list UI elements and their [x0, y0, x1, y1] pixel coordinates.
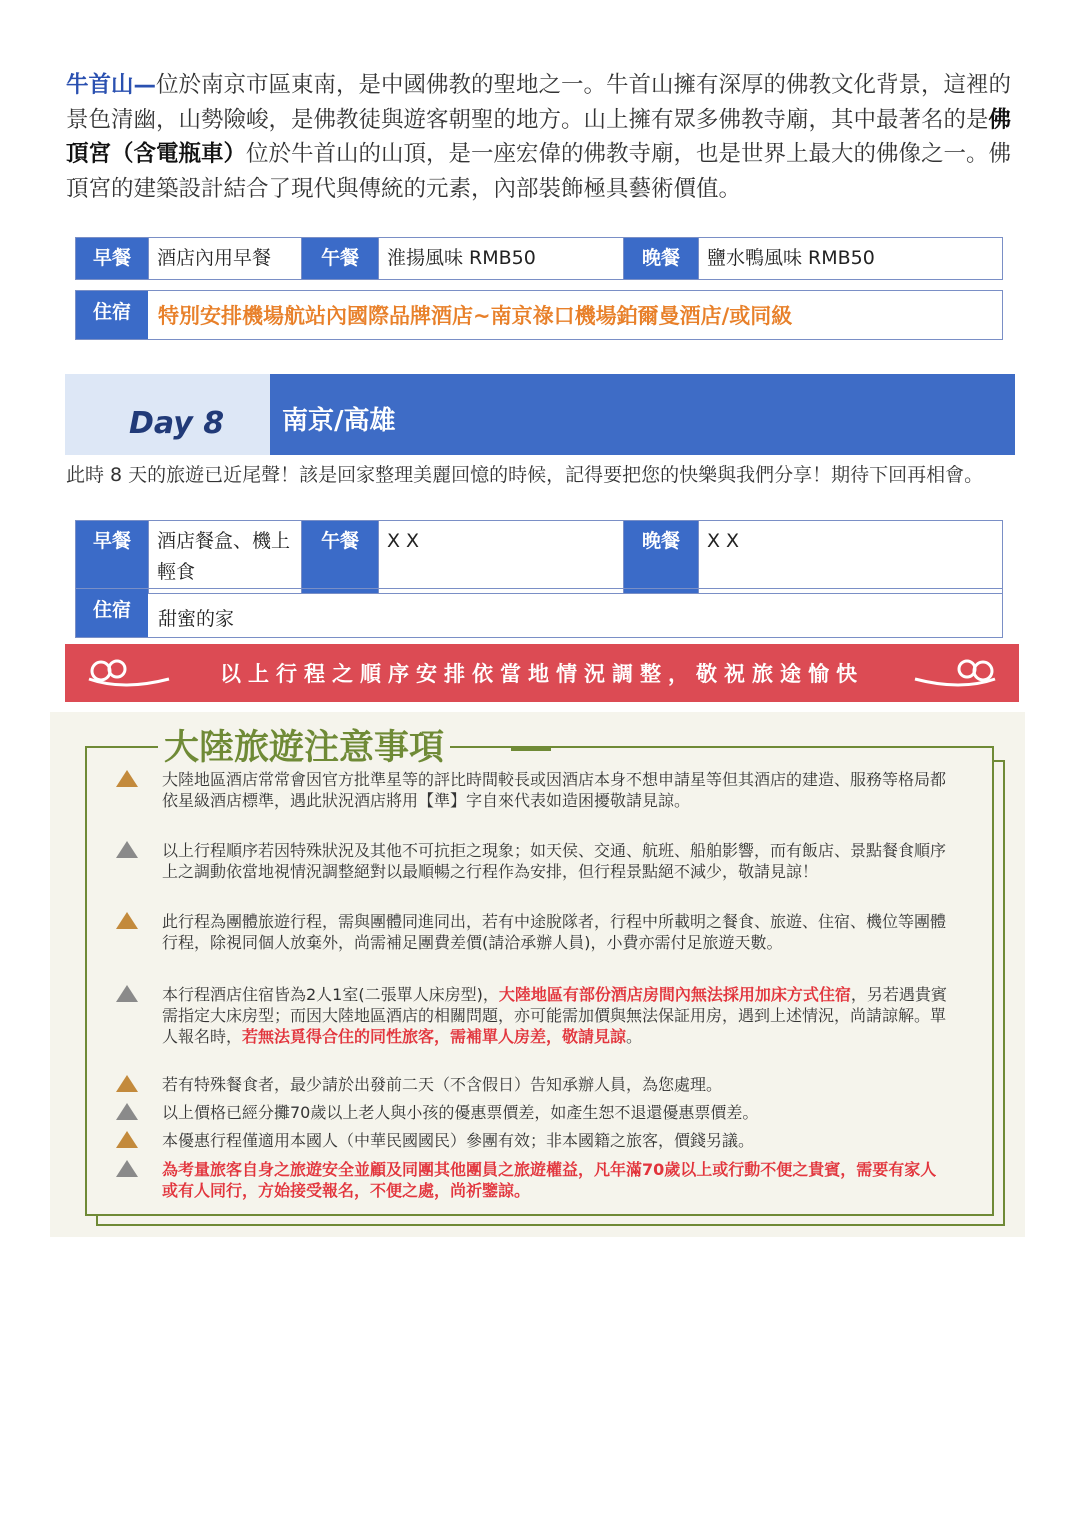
triangle-icon — [116, 985, 138, 1002]
note-1 — [120, 769, 950, 811]
travel-notes-panel — [50, 712, 1025, 1237]
intro-text-1: 位於南京市區東南，是中國佛教的聖地之一。牛首山擁有深厚的佛教文化背景，這裡的景色清幽，山勢險峻，是佛教徒與遊客朝聖的地方。山上擁有眾多佛教寺廟，其中最著名的是 — [66, 72, 1012, 133]
note-5 — [120, 1074, 950, 1095]
note-7-text: 本優惠行程僅適用本國人（中華民國國民）參團有效；非本國籍之旅客，價錢另議。 — [162, 1131, 755, 1150]
itinerary-banner — [65, 644, 1019, 702]
triangle-icon — [116, 1131, 138, 1148]
day8-stay-row — [75, 588, 1003, 638]
dinner-value: 鹽水鴨風味 RMB50 — [699, 238, 1003, 280]
note-8-text: 為考量旅客自身之旅遊安全並顧及同團其他團員之旅遊權益，凡年滿70歲以上或行動不便之貴賓，需要有家人或有人同行，方始接受報名，不便之處，尚祈鑒諒。 — [162, 1160, 937, 1200]
note-8 — [120, 1159, 950, 1201]
lunch-label: 午餐 — [302, 521, 379, 594]
notes-title: 大陸旅遊注意事項 — [158, 720, 450, 770]
cloud-right-icon — [911, 657, 1001, 689]
dinner-label: 晚餐 — [624, 521, 699, 594]
stay-value: 甜蜜的家 — [158, 607, 235, 630]
note-4-part-c: ，另若遇貴賓需指定大床房型；而因大陸地區酒店的相關問題，亦可能需加價與無法保証用房，遇到上述情況，尚請諒解。單人報名時， — [162, 985, 947, 1046]
day8-text: 此時 8 天的旅遊已近尾聲！該是回家整理美麗回憶的時候，記得要把您的快樂與我們分享！期待下回再相會。 — [66, 464, 984, 486]
triangle-icon — [116, 841, 138, 858]
note-2 — [120, 840, 950, 882]
note-1-text: 大陸地區酒店常常會因官方批準星等的評比時間較長或因酒店本身不想申請星等但其酒店的建造、服務等格局都依星級酒店標準，遇此狀況酒店將用【準】字自來代表如造困擾敬請見諒。 — [162, 770, 947, 810]
triangle-icon — [116, 1075, 138, 1092]
triangle-icon — [116, 912, 138, 929]
lunch-label: 午餐 — [302, 238, 379, 280]
note-6 — [120, 1102, 950, 1123]
intro-bold: 佛頂宮（含電瓶車） — [66, 106, 1012, 167]
title-underline — [511, 746, 551, 751]
day-label-box — [65, 374, 270, 455]
stay-label: 住宿 — [76, 589, 148, 637]
note-5-text: 若有特殊餐食者，最少請於出發前二天（不含假日）告知承辦人員，為您處理。 — [162, 1075, 723, 1094]
breakfast-label: 早餐 — [76, 238, 149, 280]
note-4-text — [162, 984, 950, 1047]
intro-paragraph — [66, 68, 1016, 206]
day-label: Day 8 — [129, 406, 225, 441]
breakfast-value: 酒店內用早餐 — [149, 238, 302, 280]
cloud-left-icon — [83, 657, 173, 689]
note-3 — [120, 911, 950, 953]
triangle-icon — [116, 770, 138, 787]
dinner-value: X X — [699, 521, 1003, 594]
stay-value: 特別安排機場航站內國際品牌酒店~南京祿口機場鉑爾曼酒店/或同級 — [158, 304, 793, 328]
note-6-text: 以上價格已經分攤70歲以上老人與小孩的優惠票價差，如產生恕不退還優惠票價差。 — [162, 1103, 759, 1122]
breakfast-label: 早餐 — [76, 521, 149, 594]
dinner-label: 晚餐 — [624, 238, 699, 280]
breakfast-value: 酒店餐盒、機上輕食 — [149, 521, 302, 594]
lunch-value: X X — [379, 521, 624, 594]
triangle-icon — [116, 1160, 138, 1177]
lunch-value: 淮揚風味 RMB50 — [379, 238, 624, 280]
attraction-name: 牛首山— — [66, 72, 157, 98]
note-4-warning-a: 大陸地區有部份酒店房間內無法採用加床方式住宿 — [498, 985, 851, 1004]
note-2-text: 以上行程順序若因特殊狀況及其他不可抗拒之現象；如天侯、交通、航班、船舶影響，而有飯店、景點餐食順序上之調動依當地視情況調整絕對以最順暢之行程作為安排，但行程景點絕不減少，敬請見諒！ — [162, 841, 947, 881]
day-route: 南京/高雄 — [270, 374, 1015, 455]
note-7 — [120, 1130, 950, 1151]
day7-stay-row — [75, 290, 1003, 340]
note-4-warning-b: 若無法覓得合住的同性旅客，需補單人房差，敬請見諒 — [242, 1027, 627, 1046]
note-4-part-e: 。 — [626, 1027, 643, 1046]
note-3-text: 此行程為團體旅遊行程，需與團體同進同出，若有中途脫隊者，行程中所載明之餐食、旅遊、住宿、機位等團體行程，除視同個人放棄外，尚需補足團費差價(請洽承辦人員)，小費亦需付足旅遊天數。 — [162, 912, 947, 952]
note-4-part-a: 本行程酒店住宿皆為2人1室(二張單人床房型)， — [162, 985, 499, 1004]
banner-text: 以上行程之順序安排依當地情況調整，敬祝旅途愉快 — [220, 662, 864, 686]
note-4 — [120, 984, 950, 1047]
day7-meal-table — [75, 237, 1003, 280]
stay-label: 住宿 — [76, 291, 148, 339]
day8-header — [65, 374, 1015, 455]
day8-meal-table — [75, 520, 1003, 594]
intro-text-2: 位於牛首山的山頂，是一座宏偉的佛教寺廟，也是世界上最大的佛像之一。佛頂宮的建築設計結合了現代與傳統的元素，內部裝飾極具藝術價值。 — [66, 141, 1012, 202]
triangle-icon — [116, 1103, 138, 1120]
